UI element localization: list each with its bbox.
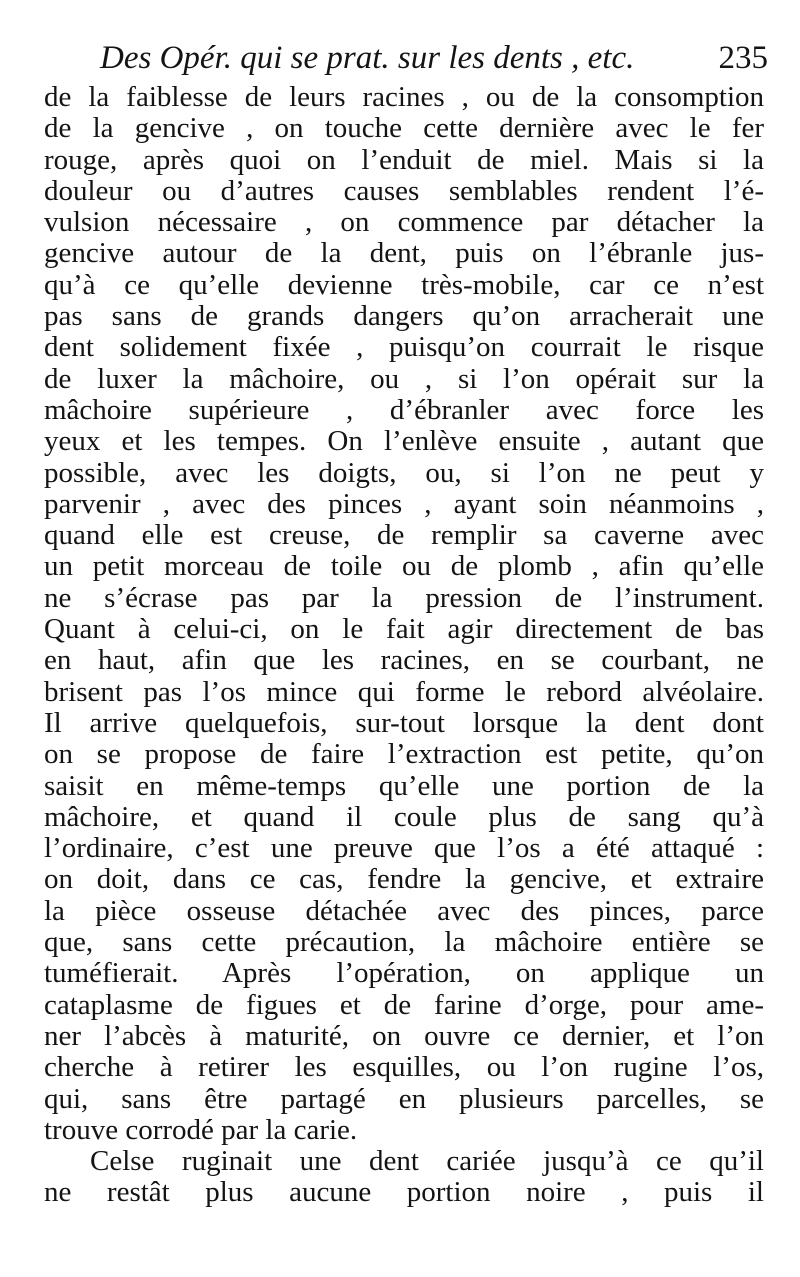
text-line: de la faiblesse de leurs racines , ou de la consomption xyxy=(44,82,764,113)
text-line: possible, avec les doigts, ou, si l’on ne peut y xyxy=(44,457,764,489)
text-line: en haut, afin que les racines, en se courbant, ne xyxy=(44,645,764,677)
text-line: de la gencive , on touche cette dernière avec le fer xyxy=(44,113,764,145)
text-line: vulsion nécessaire , on commence par détacher la xyxy=(44,207,764,239)
text-line: on doit, dans ce cas, fendre la gencive, et extraire xyxy=(44,864,764,896)
text-line: ne s’écrase pas par la pression de l’instrument. xyxy=(44,582,764,614)
text-line: qu’à ce qu’elle devienne très-mobile, car ce n’est xyxy=(44,269,764,301)
text-line: douleur ou d’autres causes semblables rendent l’é- xyxy=(44,175,764,207)
text-line: ner l’abcès à maturité, on ouvre ce dernier, et l’on xyxy=(44,1020,764,1052)
text-line: parvenir , avec des pinces , ayant soin néanmoins , xyxy=(44,488,764,520)
text-line: mâchoire supérieure , d’ébranler avec force les xyxy=(44,394,764,426)
text-line: saisit en même-temps qu’elle une portion de la xyxy=(44,770,764,802)
text-line: ne restât plus aucune portion noire , puis il xyxy=(44,1177,764,1209)
text-line: qui, sans être partagé en plusieurs parcelles, se xyxy=(44,1083,764,1115)
page-header xyxy=(100,38,768,78)
text-line: yeux et les tempes. On l’enlève ensuite , autant que xyxy=(44,426,764,458)
text-line: cherche à retirer les esquilles, ou l’on rugine l’os, xyxy=(44,1052,764,1084)
body-text xyxy=(44,82,764,1209)
text-line: Celse ruginait une dent cariée jusqu’à ce qu’il xyxy=(90,1146,764,1178)
text-line: de luxer la mâchoire, ou , si l’on opérait sur la xyxy=(44,363,764,395)
page-number: 235 xyxy=(718,40,768,76)
paragraph xyxy=(44,1146,764,1209)
text-line: tuméfierait. Après l’opération, on applique un xyxy=(44,958,764,990)
paragraph xyxy=(44,82,764,1146)
running-title: Des Opér. qui se prat. sur les dents , etc. xyxy=(100,40,635,76)
text-line: brisent pas l’os mince qui forme le rebord alvéolaire. xyxy=(44,676,764,708)
text-line: dent solidement fixée , puisqu’on courrait le risque xyxy=(44,332,764,364)
text-line: pas sans de grands dangers qu’on arracherait une xyxy=(44,301,764,333)
text-line: rouge, après quoi on l’enduit de miel. Mais si la xyxy=(44,144,764,176)
text-line: mâchoire, et quand il coule plus de sang qu’à xyxy=(44,801,764,833)
text-line: on se propose de faire l’extraction est petite, qu’on xyxy=(44,739,764,771)
text-line: trouve corrodé par la carie. xyxy=(44,1114,358,1146)
text-line: quand elle est creuse, de remplir sa caverne avec xyxy=(44,520,764,552)
text-line: un petit morceau de toile ou de plomb , afin qu’elle xyxy=(44,551,764,583)
text-line: la pièce osseuse détachée avec des pinces, parce xyxy=(44,895,764,927)
text-line: cataplasme de figues et de farine d’orge, pour ame- xyxy=(44,989,764,1021)
text-line: que, sans cette précaution, la mâchoire entière se xyxy=(44,927,764,959)
text-line: Quant à celui-ci, on le fait agir directement de bas xyxy=(44,614,764,646)
text-line: gencive autour de la dent, puis on l’ébranle jus- xyxy=(44,238,764,270)
text-line: l’ordinaire, c’est une preuve que l’os a été attaqué : xyxy=(44,833,764,865)
text-line: Il arrive quelquefois, sur-tout lorsque la dent dont xyxy=(44,707,764,739)
